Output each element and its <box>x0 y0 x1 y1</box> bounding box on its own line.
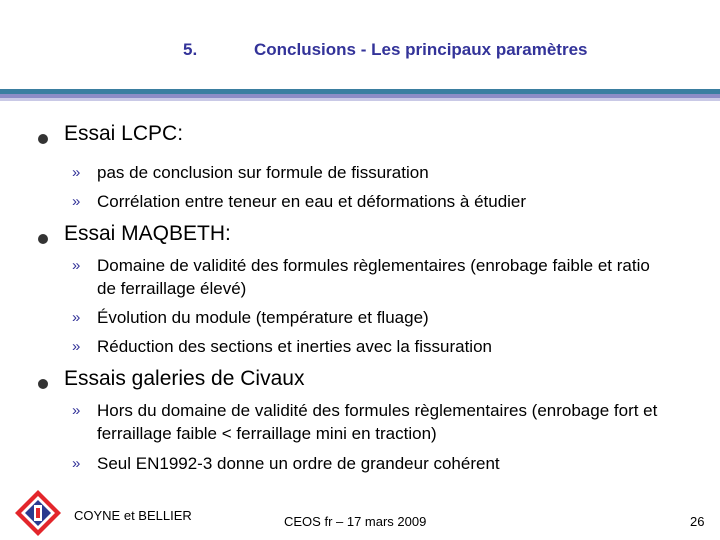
footer-event: CEOS fr – 17 mars 2009 <box>284 514 427 529</box>
section-heading: Essai MAQBETH: <box>64 222 231 245</box>
list-item <box>72 254 672 300</box>
sub-bullet-icon: » <box>72 402 81 419</box>
sub-bullet-icon: » <box>72 164 81 181</box>
list-item-text: Hors du domaine de validité des formules règlementaires (enrobage fort et ferraillage faible < ferraillage mini en traction) <box>97 401 658 443</box>
list-item-text: Seul EN1992-3 donne un ordre de grandeur cohérent <box>97 454 500 473</box>
sub-bullet-icon: » <box>72 338 81 355</box>
bullet-dot-icon <box>38 134 48 144</box>
slide-title: Conclusions - Les principaux paramètres <box>254 40 588 59</box>
bullet-dot-icon <box>38 379 48 389</box>
list-item <box>72 399 672 445</box>
sub-bullet-icon: » <box>72 309 81 326</box>
list-item-text: Domaine de validité des formules règlementaires (enrobage faible et ratio de ferraillage élevé) <box>97 256 650 298</box>
coyne-bellier-logo-icon <box>14 489 62 537</box>
list-item-text: pas de conclusion sur formule de fissuration <box>97 163 429 182</box>
slide-number-heading: 5. <box>183 40 198 59</box>
list-item-text: Évolution du module (température et fluage) <box>97 308 429 327</box>
section-heading: Essai LCPC: <box>64 122 184 145</box>
list-item <box>72 190 672 213</box>
list-item-text: Réduction des sections et inerties avec la fissuration <box>97 337 492 356</box>
sub-bullet-icon: » <box>72 257 81 274</box>
footer-company: COYNE et BELLIER <box>74 508 192 523</box>
list-item <box>72 306 672 329</box>
list-item <box>72 161 672 184</box>
list-item-text: Corrélation entre teneur en eau et déformations à étudier <box>97 192 527 211</box>
sub-bullet-icon: » <box>72 193 81 210</box>
sub-bullet-icon: » <box>72 455 81 472</box>
bullet-dot-icon <box>38 234 48 244</box>
footer-page-number: 26 <box>690 514 705 529</box>
list-item <box>72 452 672 475</box>
list-item <box>72 335 672 358</box>
header-rule-light <box>0 98 720 101</box>
section-heading: Essais galeries de Civaux <box>64 367 305 390</box>
